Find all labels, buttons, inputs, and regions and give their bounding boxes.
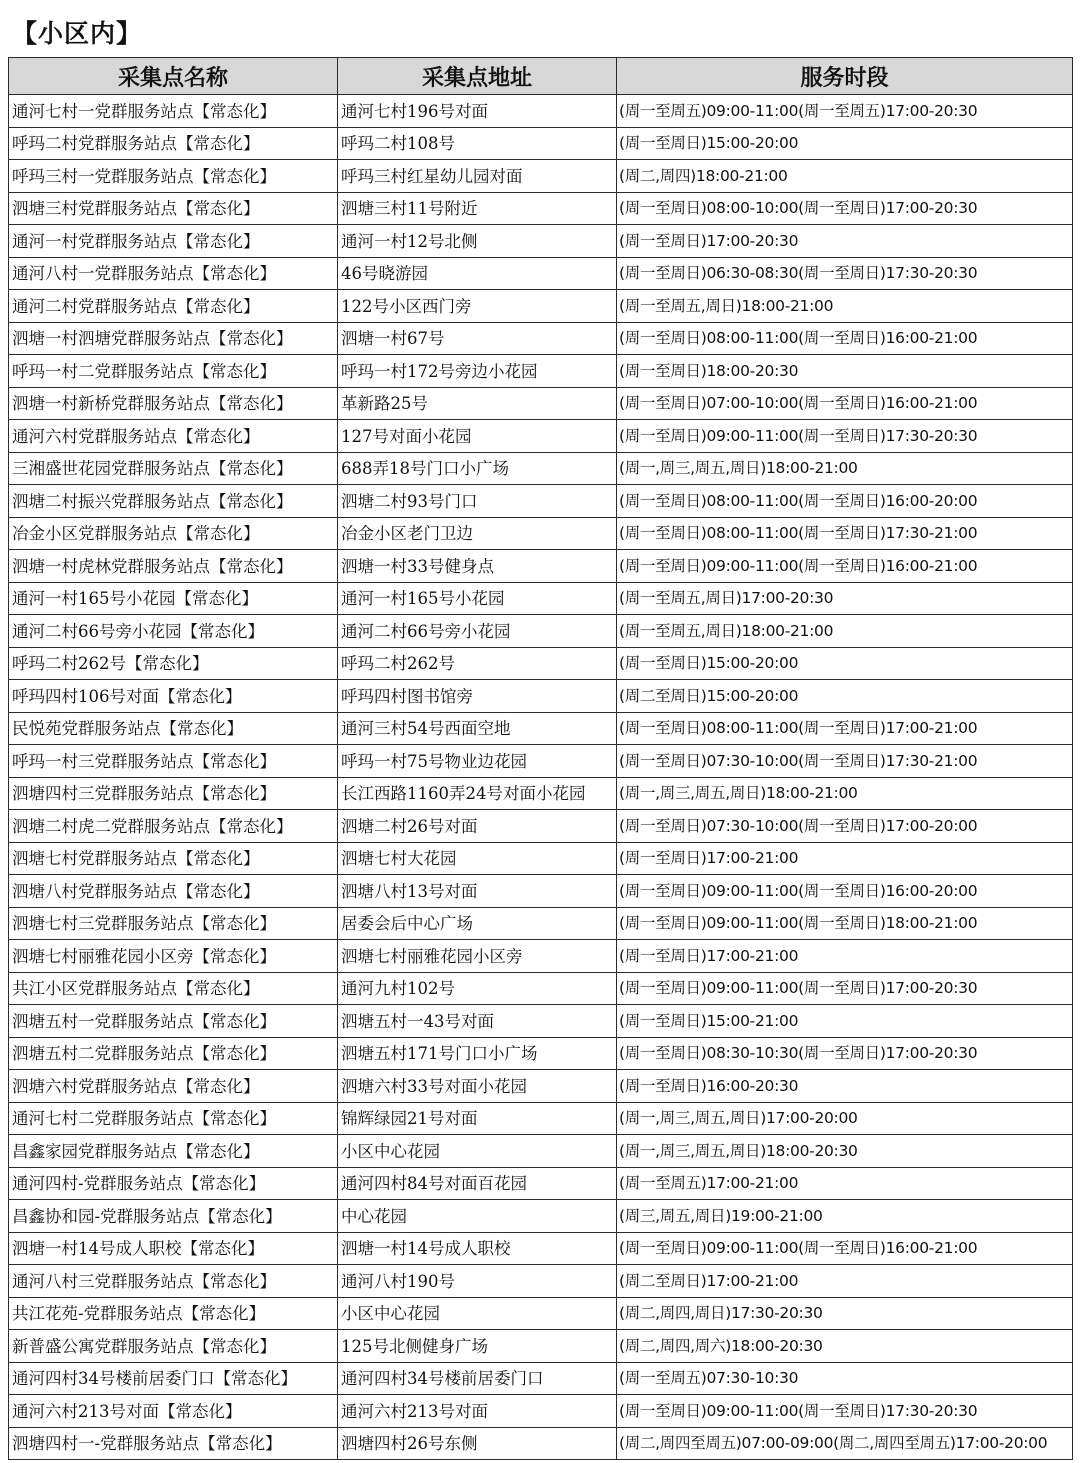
table-body [9, 95, 1073, 1460]
cell-name: 通河四村34号楼前居委门口【常态化】 [9, 1362, 338, 1395]
cell-address: 小区中心花园 [338, 1135, 617, 1168]
cell-address: 锦辉绿园21号对面 [338, 1102, 617, 1135]
cell-service-hours: (周一至周五)07:30-10:30 [617, 1362, 1073, 1395]
cell-service-hours: (周一,周三,周五,周日)18:00-21:00 [617, 452, 1073, 485]
table-row [9, 322, 1073, 355]
sampling-points-table [8, 57, 1073, 1460]
cell-address: 冶金小区老门卫边 [338, 517, 617, 550]
cell-address: 泗塘二村26号对面 [338, 810, 617, 843]
cell-name: 通河一村党群服务站点【常态化】 [9, 225, 338, 258]
cell-name: 泗塘七村三党群服务站点【常态化】 [9, 907, 338, 940]
table-row [9, 1037, 1073, 1070]
cell-name: 通河八村三党群服务站点【常态化】 [9, 1265, 338, 1298]
cell-service-hours: (周一至周日)09:00-11:00(周一至周日)16:00-20:00 [617, 875, 1073, 908]
table-row [9, 127, 1073, 160]
table-row [9, 355, 1073, 388]
cell-name: 呼玛二村党群服务站点【常态化】 [9, 127, 338, 160]
table-row [9, 1362, 1073, 1395]
cell-address: 泗塘三村11号附近 [338, 192, 617, 225]
cell-service-hours: (周一至周日)07:30-10:00(周一至周日)17:30-21:00 [617, 745, 1073, 778]
cell-service-hours: (周一至周五)17:00-21:00 [617, 1167, 1073, 1200]
cell-name: 泗塘七村党群服务站点【常态化】 [9, 842, 338, 875]
cell-service-hours: (周一至周日)08:00-11:00(周一至周日)16:00-20:00 [617, 485, 1073, 518]
table-row [9, 1070, 1073, 1103]
cell-name: 泗塘一村14号成人职校【常态化】 [9, 1232, 338, 1265]
cell-service-hours: (周一至周日)07:30-10:00(周一至周日)17:00-20:00 [617, 810, 1073, 843]
cell-address: 居委会后中心广场 [338, 907, 617, 940]
table-row [9, 290, 1073, 323]
cell-name: 冶金小区党群服务站点【常态化】 [9, 517, 338, 550]
cell-service-hours: (周一,周三,周五,周日)17:00-20:00 [617, 1102, 1073, 1135]
cell-address: 通河四村34号楼前居委门口 [338, 1362, 617, 1395]
cell-address: 泗塘一村33号健身点 [338, 550, 617, 583]
cell-name: 共江小区党群服务站点【常态化】 [9, 972, 338, 1005]
cell-name: 泗塘四村三党群服务站点【常态化】 [9, 777, 338, 810]
table-row [9, 387, 1073, 420]
table-row [9, 1167, 1073, 1200]
cell-service-hours: (周一至周五)09:00-11:00(周一至周五)17:00-20:30 [617, 95, 1073, 128]
cell-service-hours: (周一至周日)15:00-20:00 [617, 127, 1073, 160]
cell-service-hours: (周一至周日)08:00-11:00(周一至周日)16:00-21:00 [617, 322, 1073, 355]
cell-address: 688弄18号门口小广场 [338, 452, 617, 485]
cell-address: 呼玛二村262号 [338, 647, 617, 680]
cell-address: 呼玛一村172号旁边小花园 [338, 355, 617, 388]
cell-address: 通河三村54号西面空地 [338, 712, 617, 745]
table-row [9, 485, 1073, 518]
table-row [9, 1232, 1073, 1265]
cell-name: 通河六村213号对面【常态化】 [9, 1395, 338, 1428]
cell-name: 呼玛一村二党群服务站点【常态化】 [9, 355, 338, 388]
table-row [9, 452, 1073, 485]
cell-service-hours: (周一至周日)08:00-11:00(周一至周日)17:00-21:00 [617, 712, 1073, 745]
cell-address: 长江西路1160弄24号对面小花园 [338, 777, 617, 810]
table-row [9, 907, 1073, 940]
cell-service-hours: (周二,周四,周六)18:00-20:30 [617, 1330, 1073, 1363]
cell-name: 通河二村党群服务站点【常态化】 [9, 290, 338, 323]
table-row [9, 810, 1073, 843]
cell-address: 通河九村102号 [338, 972, 617, 1005]
cell-service-hours: (周一至周日)09:00-11:00(周一至周日)16:00-21:00 [617, 1232, 1073, 1265]
table-header-row [9, 58, 1073, 95]
cell-address: 通河七村196号对面 [338, 95, 617, 128]
cell-name: 通河八村一党群服务站点【常态化】 [9, 257, 338, 290]
header-address: 采集点地址 [338, 58, 617, 95]
cell-name: 共江花苑-党群服务站点【常态化】 [9, 1297, 338, 1330]
cell-address: 呼玛四村图书馆旁 [338, 680, 617, 713]
cell-name: 通河七村二党群服务站点【常态化】 [9, 1102, 338, 1135]
table-row [9, 875, 1073, 908]
table-row [9, 972, 1073, 1005]
table-row [9, 712, 1073, 745]
cell-service-hours: (周二,周四,周日)17:30-20:30 [617, 1297, 1073, 1330]
header-service-hours: 服务时段 [617, 58, 1073, 95]
cell-service-hours: (周一至周日)18:00-20:30 [617, 355, 1073, 388]
cell-address: 泗塘二村93号门口 [338, 485, 617, 518]
table-row [9, 680, 1073, 713]
table-row [9, 647, 1073, 680]
page-title: 【小区内】 [12, 19, 143, 48]
cell-name: 三湘盛世花园党群服务站点【常态化】 [9, 452, 338, 485]
cell-address: 泗塘八村13号对面 [338, 875, 617, 908]
cell-name: 泗塘四村一-党群服务站点【常态化】 [9, 1427, 338, 1460]
cell-name: 泗塘二村虎二党群服务站点【常态化】 [9, 810, 338, 843]
cell-address: 呼玛二村108号 [338, 127, 617, 160]
cell-address: 泗塘七村丽雅花园小区旁 [338, 940, 617, 973]
cell-name: 通河一村165号小花园【常态化】 [9, 582, 338, 615]
cell-service-hours: (周一至周日)08:30-10:30(周一至周日)17:00-20:30 [617, 1037, 1073, 1070]
cell-name: 通河六村党群服务站点【常态化】 [9, 420, 338, 453]
table-row [9, 1005, 1073, 1038]
cell-name: 泗塘八村党群服务站点【常态化】 [9, 875, 338, 908]
table-row [9, 192, 1073, 225]
table-row [9, 225, 1073, 258]
cell-service-hours: (周一至周五,周日)18:00-21:00 [617, 290, 1073, 323]
cell-name: 呼玛四村106号对面【常态化】 [9, 680, 338, 713]
cell-name: 呼玛二村262号【常态化】 [9, 647, 338, 680]
table-row [9, 1265, 1073, 1298]
cell-service-hours: (周一至周日)09:00-11:00(周一至周日)17:30-20:30 [617, 420, 1073, 453]
cell-service-hours: (周一至周日)09:00-11:00(周一至周日)18:00-21:00 [617, 907, 1073, 940]
table-row [9, 420, 1073, 453]
cell-name: 民悦苑党群服务站点【常态化】 [9, 712, 338, 745]
cell-address: 革新路25号 [338, 387, 617, 420]
cell-address: 泗塘一村14号成人职校 [338, 1232, 617, 1265]
cell-address: 小区中心花园 [338, 1297, 617, 1330]
cell-name: 泗塘七村丽雅花园小区旁【常态化】 [9, 940, 338, 973]
table-row [9, 745, 1073, 778]
cell-service-hours: (周二,周四)18:00-21:00 [617, 160, 1073, 193]
cell-service-hours: (周二,周四至周五)07:00-09:00(周二,周四至周五)17:00-20:00 [617, 1427, 1073, 1460]
cell-service-hours: (周二至周日)15:00-20:00 [617, 680, 1073, 713]
header-name: 采集点名称 [9, 58, 338, 95]
cell-service-hours: (周一至周日)09:00-11:00(周一至周日)16:00-21:00 [617, 550, 1073, 583]
table-row [9, 842, 1073, 875]
table-row [9, 1297, 1073, 1330]
cell-service-hours: (周一至周日)15:00-20:00 [617, 647, 1073, 680]
cell-service-hours: (周一,周三,周五,周日)18:00-20:30 [617, 1135, 1073, 1168]
cell-service-hours: (周一至周日)08:00-10:00(周一至周日)17:00-20:30 [617, 192, 1073, 225]
table-row [9, 582, 1073, 615]
cell-name: 泗塘一村虎林党群服务站点【常态化】 [9, 550, 338, 583]
cell-service-hours: (周二至周日)17:00-21:00 [617, 1265, 1073, 1298]
cell-name: 通河二村66号旁小花园【常态化】 [9, 615, 338, 648]
cell-name: 泗塘一村新桥党群服务站点【常态化】 [9, 387, 338, 420]
cell-service-hours: (周一至周日)17:00-20:30 [617, 225, 1073, 258]
cell-service-hours: (周一至周日)09:00-11:00(周一至周日)17:30-20:30 [617, 1395, 1073, 1428]
cell-name: 呼玛三村一党群服务站点【常态化】 [9, 160, 338, 193]
cell-name: 泗塘一村泗塘党群服务站点【常态化】 [9, 322, 338, 355]
cell-address: 通河二村66号旁小花园 [338, 615, 617, 648]
cell-service-hours: (周一,周三,周五,周日)18:00-21:00 [617, 777, 1073, 810]
cell-service-hours: (周一至周日)17:00-21:00 [617, 842, 1073, 875]
cell-name: 泗塘六村党群服务站点【常态化】 [9, 1070, 338, 1103]
cell-address: 呼玛一村75号物业边花园 [338, 745, 617, 778]
table-row [9, 1200, 1073, 1233]
cell-address: 泗塘四村26号东侧 [338, 1427, 617, 1460]
cell-service-hours: (周一至周日)16:00-20:30 [617, 1070, 1073, 1103]
table-row [9, 1427, 1073, 1460]
cell-service-hours: (周一至周五,周日)18:00-21:00 [617, 615, 1073, 648]
cell-service-hours: (周一至周日)15:00-21:00 [617, 1005, 1073, 1038]
cell-service-hours: (周一至周日)17:00-21:00 [617, 940, 1073, 973]
cell-address: 泗塘六村33号对面小花园 [338, 1070, 617, 1103]
table-row [9, 615, 1073, 648]
cell-service-hours: (周一至周日)09:00-11:00(周一至周日)17:00-20:30 [617, 972, 1073, 1005]
cell-service-hours: (周一至周五,周日)17:00-20:30 [617, 582, 1073, 615]
cell-address: 127号对面小花园 [338, 420, 617, 453]
cell-address: 122号小区西门旁 [338, 290, 617, 323]
cell-name: 通河七村一党群服务站点【常态化】 [9, 95, 338, 128]
table-row [9, 1395, 1073, 1428]
cell-service-hours: (周一至周日)08:00-11:00(周一至周日)17:30-21:00 [617, 517, 1073, 550]
cell-address: 通河四村84号对面百花园 [338, 1167, 617, 1200]
cell-address: 125号北侧健身广场 [338, 1330, 617, 1363]
cell-address: 通河一村165号小花园 [338, 582, 617, 615]
table-row [9, 777, 1073, 810]
cell-address: 通河六村213号对面 [338, 1395, 617, 1428]
cell-address: 泗塘五村一43号对面 [338, 1005, 617, 1038]
cell-address: 泗塘七村大花园 [338, 842, 617, 875]
cell-service-hours: (周三,周五,周日)19:00-21:00 [617, 1200, 1073, 1233]
cell-address: 46号晓游园 [338, 257, 617, 290]
cell-name: 通河四村-党群服务站点【常态化】 [9, 1167, 338, 1200]
cell-address: 泗塘五村171号门口小广场 [338, 1037, 617, 1070]
table-row [9, 95, 1073, 128]
table-row [9, 1135, 1073, 1168]
cell-service-hours: (周一至周日)06:30-08:30(周一至周日)17:30-20:30 [617, 257, 1073, 290]
sampling-points-table-container [8, 57, 1072, 1460]
table-row [9, 517, 1073, 550]
table-row [9, 550, 1073, 583]
cell-name: 泗塘五村二党群服务站点【常态化】 [9, 1037, 338, 1070]
table-row [9, 940, 1073, 973]
table-row [9, 160, 1073, 193]
cell-name: 泗塘三村党群服务站点【常态化】 [9, 192, 338, 225]
table-row [9, 257, 1073, 290]
cell-address: 通河八村190号 [338, 1265, 617, 1298]
cell-name: 泗塘二村振兴党群服务站点【常态化】 [9, 485, 338, 518]
table-row [9, 1102, 1073, 1135]
cell-service-hours: (周一至周日)07:00-10:00(周一至周日)16:00-21:00 [617, 387, 1073, 420]
cell-name: 呼玛一村三党群服务站点【常态化】 [9, 745, 338, 778]
cell-name: 昌鑫协和园-党群服务站点【常态化】 [9, 1200, 338, 1233]
table-row [9, 1330, 1073, 1363]
cell-address: 呼玛三村红星幼儿园对面 [338, 160, 617, 193]
cell-name: 新普盛公寓党群服务站点【常态化】 [9, 1330, 338, 1363]
cell-name: 昌鑫家园党群服务站点【常态化】 [9, 1135, 338, 1168]
cell-address: 通河一村12号北侧 [338, 225, 617, 258]
cell-address: 泗塘一村67号 [338, 322, 617, 355]
cell-name: 泗塘五村一党群服务站点【常态化】 [9, 1005, 338, 1038]
cell-address: 中心花园 [338, 1200, 617, 1233]
